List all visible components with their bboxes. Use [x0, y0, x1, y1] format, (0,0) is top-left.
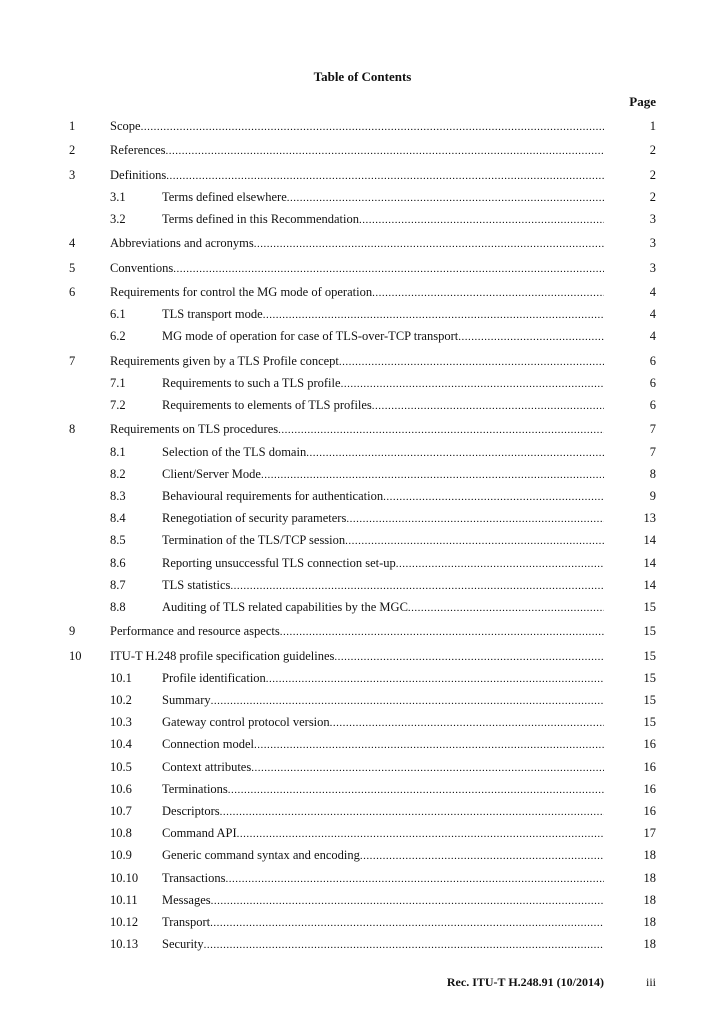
- toc-entry-title: ITU-T H.248 profile specification guidelines: [110, 648, 335, 663]
- toc-entry[interactable]: [0, 509, 725, 527]
- toc-entry-title: TLS statistics: [162, 577, 231, 592]
- dot-leader: [230, 577, 604, 595]
- dot-leader: [372, 284, 604, 302]
- toc-entry-title-line: [162, 327, 604, 346]
- dot-leader: [334, 648, 604, 666]
- toc-entry-page: 15: [643, 715, 656, 730]
- toc-entry-number: 10.3: [110, 715, 132, 730]
- toc-entry-title-line: [162, 554, 604, 573]
- toc-entry[interactable]: [0, 420, 725, 438]
- toc-entry-title-line: [162, 374, 604, 393]
- toc-entry-page: 18: [643, 892, 656, 907]
- dot-leader: [408, 599, 604, 617]
- toc-entry-number: 9: [69, 624, 76, 639]
- dot-leader: [278, 421, 604, 439]
- toc-entry-title: Terms defined elsewhere: [162, 189, 287, 204]
- toc-entry-title: Gateway control protocol version: [162, 715, 330, 730]
- dot-leader: [237, 825, 604, 843]
- toc-entry[interactable]: [0, 166, 725, 184]
- toc-entry-page: 2: [649, 167, 656, 182]
- toc-entry-title-line: [162, 576, 604, 595]
- toc-entry-number: 6: [69, 284, 76, 299]
- toc-entry[interactable]: [0, 396, 725, 414]
- toc-entry-number: 7.2: [110, 398, 126, 412]
- toc-entry-title: Reporting unsuccessful TLS connection set-up: [162, 555, 396, 570]
- toc-entry-number: 10.10: [110, 870, 139, 885]
- dot-leader: [173, 260, 604, 278]
- dot-leader: [141, 118, 604, 136]
- toc-entry-page: 14: [643, 533, 656, 548]
- dot-leader: [228, 781, 604, 799]
- toc-entry-title-line: [110, 234, 604, 253]
- toc-entry-number: 10.13: [110, 937, 139, 952]
- toc-entry-number: 10.7: [110, 803, 132, 818]
- toc-entry-page: 4: [649, 307, 656, 322]
- toc-entry-title-line: [162, 869, 604, 888]
- toc-entry-page: 18: [643, 848, 656, 863]
- toc-entry-page: 7: [649, 422, 656, 437]
- dot-leader: [261, 466, 604, 484]
- toc-entry-title: Requirements on TLS procedures: [110, 422, 279, 437]
- dot-leader: [254, 736, 604, 754]
- toc-entry-title: Security: [162, 937, 204, 952]
- toc-entry-number: 2: [69, 143, 76, 158]
- toc-entry-title-line: [110, 420, 604, 439]
- toc-entry-title: Terms defined in this Recommendation: [162, 212, 359, 226]
- toc-entry[interactable]: [0, 891, 725, 909]
- toc-entry-number: 3: [69, 167, 76, 182]
- toc-entry-title-line: [162, 713, 604, 732]
- dot-leader: [287, 189, 604, 207]
- toc-entry-page: 16: [643, 737, 656, 752]
- toc-entry[interactable]: [0, 802, 725, 820]
- toc-entry[interactable]: [0, 327, 725, 345]
- toc-entry-title-line: [162, 305, 604, 324]
- toc-entry-number: 8.6: [110, 555, 126, 570]
- toc-entry[interactable]: [0, 846, 725, 864]
- toc-entry-title-line: [110, 117, 604, 136]
- toc-entry-title: Summary: [162, 692, 211, 707]
- toc-entry[interactable]: [0, 283, 725, 301]
- toc-entry[interactable]: [0, 188, 725, 206]
- toc-entry-title: Messages: [162, 892, 211, 907]
- toc-entry-title-line: [162, 669, 604, 688]
- toc-entry-title: TLS transport mode: [162, 307, 263, 322]
- dot-leader: [383, 488, 604, 506]
- toc-entry[interactable]: [0, 691, 725, 709]
- toc-entry-title: Descriptors: [162, 803, 220, 818]
- toc-entry-number: 8: [69, 422, 76, 437]
- toc-entry[interactable]: [0, 234, 725, 252]
- toc-entry-page: 16: [643, 803, 656, 818]
- toc-entry-title-line: [162, 509, 604, 528]
- toc-entry-page: 16: [643, 781, 656, 796]
- toc-entry[interactable]: [0, 487, 725, 505]
- dot-leader: [254, 235, 604, 253]
- dot-leader: [220, 803, 604, 821]
- toc-entry-title: Performance and resource aspects: [110, 624, 280, 639]
- toc-entry-number: 8.5: [110, 533, 126, 548]
- dot-leader: [211, 892, 604, 910]
- toc-entry-title-line: [162, 913, 604, 932]
- toc-entry-title: Conventions: [110, 260, 174, 275]
- dot-leader: [211, 692, 604, 710]
- toc-entry-page: 18: [643, 937, 656, 952]
- toc-entry[interactable]: [0, 305, 725, 323]
- toc-entry-title: Terminations: [162, 781, 228, 796]
- toc-entry-number: 10.9: [110, 848, 132, 863]
- toc-entry[interactable]: [0, 622, 725, 640]
- toc-entry[interactable]: [0, 259, 725, 277]
- toc-entry-page: 8: [649, 466, 656, 481]
- toc-entry-title-line: [162, 735, 604, 754]
- toc-entry-page: 15: [643, 692, 656, 707]
- toc-entry-title-line: [162, 758, 604, 777]
- toc-entry-title-line: [162, 802, 604, 821]
- toc-entry-title: Generic command syntax and encoding: [162, 848, 360, 863]
- toc-entry-page: 18: [643, 870, 656, 885]
- toc-entry-title-line: [162, 531, 604, 550]
- toc-entry-page: 9: [649, 488, 656, 503]
- page-title: Table of Contents: [313, 69, 412, 84]
- toc-entry-title: Requirements given by a TLS Profile concept: [110, 353, 339, 368]
- toc-entry-number: 7: [69, 353, 76, 368]
- toc-entry[interactable]: [0, 117, 725, 135]
- toc-entry-title: Connection model: [162, 737, 254, 752]
- toc-entry-page: 14: [643, 577, 656, 592]
- toc-entry-title-line: [162, 188, 604, 207]
- toc-entry-number: 10.1: [110, 670, 132, 685]
- toc-entry-title: Termination of the TLS/TCP session: [162, 533, 346, 548]
- dot-leader: [341, 375, 604, 393]
- toc-entry-number: 4: [69, 236, 76, 251]
- dot-leader: [346, 510, 604, 528]
- toc-entry[interactable]: [0, 554, 725, 572]
- dot-leader: [166, 142, 604, 160]
- toc-entry[interactable]: [0, 374, 725, 392]
- toc-entry-title-line: [162, 691, 604, 710]
- toc-entry-number: 1: [69, 119, 76, 133]
- toc-entry-page: 13: [643, 511, 656, 526]
- toc-entry-number: 3.1: [110, 189, 126, 204]
- toc-entry-title-line: [110, 352, 604, 371]
- toc-entry-title-line: [162, 443, 604, 462]
- toc-entry-number: 8.1: [110, 444, 126, 459]
- toc-entry-title-line: [110, 259, 604, 278]
- toc-entry-number: 10.8: [110, 826, 132, 841]
- toc-entry-title-line: [162, 396, 604, 415]
- toc-entry-number: 10.12: [110, 914, 139, 929]
- toc-entry-title-line: [110, 622, 604, 641]
- toc-entry-number: 5: [69, 260, 76, 275]
- toc-entry[interactable]: [0, 669, 725, 687]
- dot-leader: [458, 328, 604, 346]
- toc-entry-title: Transport: [162, 914, 211, 929]
- toc-entry-number: 6.1: [110, 307, 126, 322]
- toc-entry-title: Context attributes: [162, 759, 252, 774]
- toc-entry-title-line: [162, 598, 604, 617]
- toc-entry-number: 6.2: [110, 329, 126, 344]
- toc-entry-number: 8.2: [110, 466, 126, 481]
- footer-page-number: iii: [645, 975, 656, 989]
- toc-entry-number: 8.7: [110, 577, 126, 592]
- toc-entry-title: Requirements for control the MG mode of operation: [110, 284, 373, 299]
- toc-entry-title: Behavioural requirements for authentication: [162, 488, 384, 503]
- toc-entry-title-line: [162, 487, 604, 506]
- toc-entry[interactable]: [0, 869, 725, 887]
- dot-leader: [345, 532, 604, 550]
- toc-entry-title: Requirements to such a TLS profile: [162, 375, 341, 390]
- toc-entry-title-line: [110, 647, 604, 666]
- toc-entry-page: 4: [649, 329, 656, 344]
- toc-entry[interactable]: [0, 443, 725, 461]
- toc-entry-title: Definitions: [110, 167, 167, 182]
- toc-entry-title: Transactions: [162, 870, 226, 885]
- toc-entry-page: 15: [643, 670, 656, 685]
- dot-leader: [266, 670, 604, 688]
- toc-entry-page: 2: [649, 189, 656, 204]
- toc-entry-page: 4: [649, 284, 656, 299]
- toc-entry-title-line: [110, 283, 604, 302]
- dot-leader: [251, 759, 604, 777]
- toc-entry-number: 7.1: [110, 375, 126, 390]
- toc-entry-page: 15: [643, 624, 656, 639]
- toc-entry-title-line: [110, 141, 604, 160]
- toc-entry-title: Profile identification: [162, 670, 266, 685]
- toc-entry-title-line: [110, 166, 604, 185]
- toc-entry-number: 8.4: [110, 511, 126, 526]
- toc-entry-page: 7: [649, 444, 656, 459]
- toc-entry-page: 18: [643, 914, 656, 929]
- dot-leader: [339, 353, 604, 371]
- dot-leader: [372, 397, 604, 415]
- toc-entry[interactable]: [0, 935, 725, 953]
- toc-entry-page: 3: [649, 212, 656, 226]
- toc-entry[interactable]: [0, 141, 725, 159]
- dot-leader: [225, 870, 604, 888]
- toc-entry[interactable]: [0, 758, 725, 776]
- toc-entry-title: References: [110, 143, 166, 158]
- toc-entry-title: Abbreviations and acronyms: [110, 236, 254, 251]
- toc-entry-title-line: [162, 846, 604, 865]
- toc-entry-title-line: [162, 935, 604, 954]
- dot-leader: [330, 714, 604, 732]
- toc-entry-title-line: [162, 824, 604, 843]
- toc-entry-title: Scope: [110, 119, 141, 133]
- toc-entry-page: 2: [649, 143, 656, 158]
- toc-entry[interactable]: [0, 735, 725, 753]
- toc-entry-page: 16: [643, 759, 656, 774]
- toc-entry-number: 10.11: [110, 892, 138, 907]
- toc-entry-page: 14: [643, 555, 656, 570]
- page-column-header: Page: [629, 94, 656, 109]
- toc-entry-number: 10.2: [110, 692, 132, 707]
- toc-entry-page: 3: [649, 236, 656, 251]
- toc-entry-page: 6: [649, 375, 656, 390]
- toc-entry-title: Requirements to elements of TLS profiles: [162, 398, 372, 412]
- dot-leader: [396, 555, 604, 573]
- toc-entry-title: Command API: [162, 826, 237, 841]
- toc-entry-number: 3.2: [110, 212, 126, 226]
- dot-leader: [306, 444, 604, 462]
- toc-entry[interactable]: [0, 465, 725, 483]
- toc-entry[interactable]: [0, 598, 725, 616]
- dot-leader: [359, 211, 604, 229]
- toc-entry-number: 8.3: [110, 488, 126, 503]
- toc-entry-title-line: [162, 210, 604, 229]
- toc-entry[interactable]: [0, 713, 725, 731]
- toc-entry-number: 10.4: [110, 737, 132, 752]
- toc-entry-title-line: [162, 891, 604, 910]
- toc-entry-page: 3: [649, 260, 656, 275]
- footer-reference: Rec. ITU-T H.248.91 (10/2014): [446, 975, 604, 989]
- dot-leader: [166, 167, 604, 185]
- toc-entry[interactable]: [0, 913, 725, 931]
- toc-entry-title-line: [162, 780, 604, 799]
- dot-leader: [280, 623, 604, 641]
- toc-entry-title: Auditing of TLS related capabilities by the MGC: [162, 599, 408, 614]
- toc-entry-page: 15: [643, 648, 656, 663]
- toc-entry-title: Selection of the TLS domain: [162, 444, 307, 459]
- toc-entry[interactable]: [0, 780, 725, 798]
- toc-entry-page: 15: [643, 599, 656, 614]
- toc-entry-title: MG mode of operation for case of TLS-over-TCP transport: [162, 329, 459, 344]
- toc-entry-page: 6: [649, 398, 656, 412]
- dot-leader: [263, 306, 604, 324]
- toc-entry-page: 17: [643, 826, 656, 841]
- toc-entry-title: Client/Server Mode: [162, 466, 261, 481]
- toc-entry-number: 10.6: [110, 781, 132, 796]
- toc-entry[interactable]: [0, 531, 725, 549]
- dot-leader: [204, 936, 604, 954]
- toc-entry-title-line: [162, 465, 604, 484]
- toc-entry[interactable]: [0, 210, 725, 228]
- toc-entry[interactable]: [0, 352, 725, 370]
- dot-leader: [210, 914, 604, 932]
- toc-entry-number: 10: [69, 648, 82, 663]
- toc-entry[interactable]: [0, 647, 725, 665]
- toc-entry-number: 10.5: [110, 759, 132, 774]
- toc-entry[interactable]: [0, 576, 725, 594]
- toc-entry-number: 8.8: [110, 599, 126, 614]
- toc-entry-page: 6: [649, 353, 656, 368]
- toc-entry-page: 1: [649, 119, 656, 133]
- dot-leader: [360, 847, 604, 865]
- toc-entry[interactable]: [0, 824, 725, 842]
- toc-entry-title: Renegotiation of security parameters: [162, 511, 347, 526]
